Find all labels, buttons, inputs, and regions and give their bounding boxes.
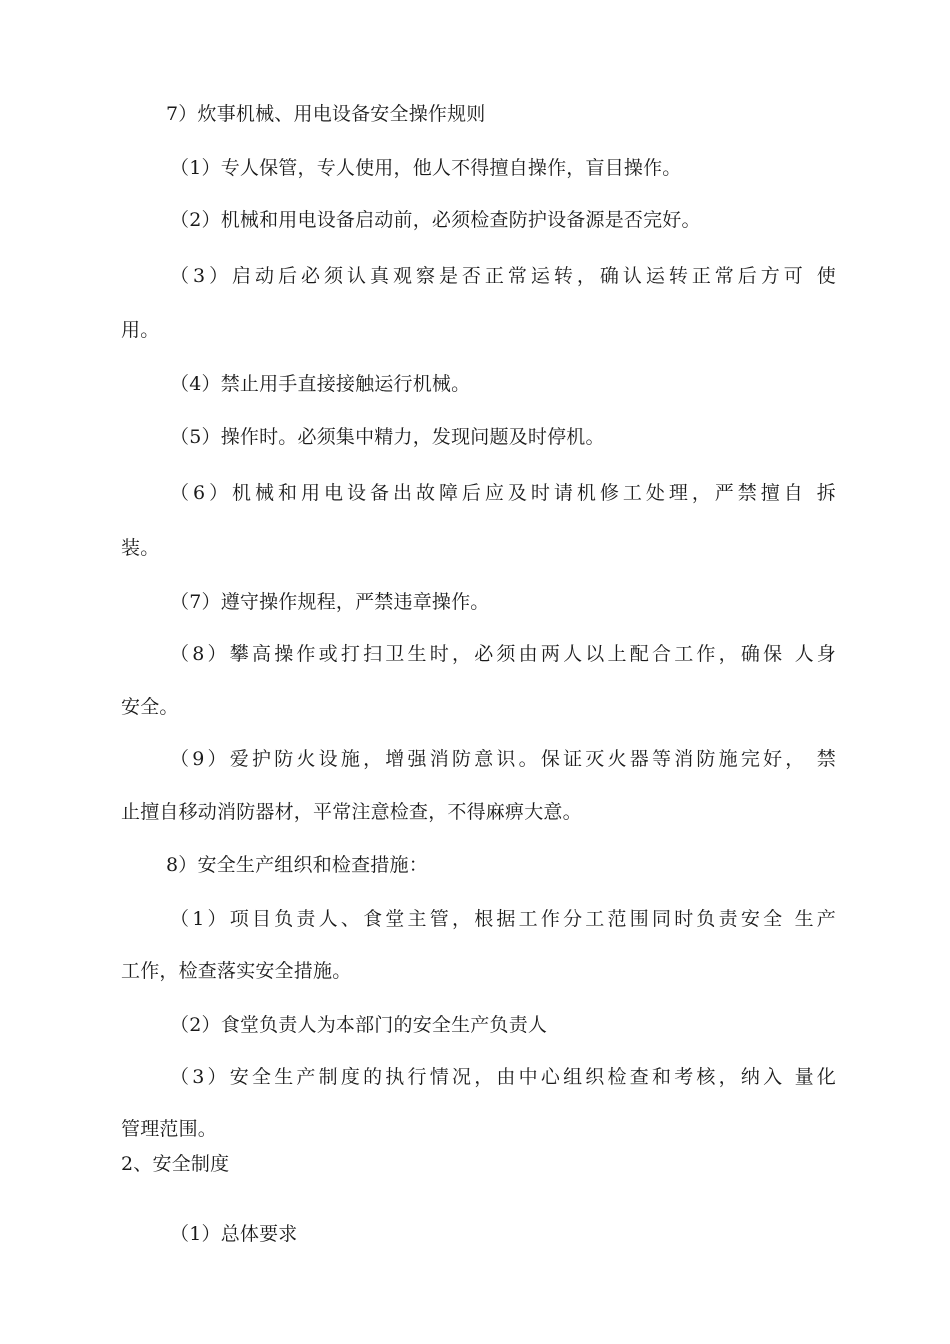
paragraph-line: （2）食堂负责人为本部门的安全生产负责人 bbox=[170, 1014, 548, 1036]
paragraph-line: （1）专人保管，专人使用，他人不得擅自操作，盲目操作。 bbox=[170, 157, 682, 179]
paragraph-line: （2）机械和用电设备启动前，必须检查防护设备源是否完好。 bbox=[170, 209, 701, 231]
paragraph-line: （4）禁止用手直接接触运行机械。 bbox=[170, 373, 471, 395]
paragraph-line: （7）遵守操作规程，严禁违章操作。 bbox=[170, 591, 490, 613]
paragraph-line: 安全。 bbox=[121, 696, 179, 718]
paragraph-line: 止擅自移动消防器材，平常注意检查，不得麻痹大意。 bbox=[121, 801, 582, 823]
subsection-heading: （1）总体要求 bbox=[170, 1223, 298, 1245]
paragraph-line: 工作，检查落实安全措施。 bbox=[121, 960, 352, 982]
paragraph-line: （9）爱护防火设施，增强消防意识。保证灭火器等消防施完好， 禁 bbox=[170, 748, 836, 770]
section-heading-2: 2、安全制度 bbox=[121, 1153, 230, 1175]
paragraph-line: （8）攀高操作或打扫卫生时，必须由两人以上配合工作，确保 人身 bbox=[170, 643, 836, 665]
section-heading-8: 8）安全生产组织和检查措施： bbox=[166, 854, 428, 876]
section-heading-7: 7）炊事机械、用电设备安全操作规则 bbox=[166, 103, 486, 125]
paragraph-line: （5）操作时。必须集中精力，发现问题及时停机。 bbox=[170, 426, 605, 448]
paragraph-line: （1）项目负责人、食堂主管，根据工作分工范围同时负责安全 生产 bbox=[170, 908, 836, 930]
paragraph-line: 管理范围。 bbox=[121, 1118, 218, 1140]
paragraph-line: 用。 bbox=[121, 319, 160, 341]
paragraph-line: （6）机械和用电设备出故障后应及时请机修工处理，严禁擅自 拆 bbox=[170, 482, 836, 504]
paragraph-line: 装。 bbox=[121, 537, 160, 559]
paragraph-line: （3）安全生产制度的执行情况，由中心组织检查和考核，纳入 量化 bbox=[170, 1066, 836, 1088]
paragraph-line: （3）启动后必须认真观察是否正常运转，确认运转正常后方可 使 bbox=[170, 265, 836, 287]
